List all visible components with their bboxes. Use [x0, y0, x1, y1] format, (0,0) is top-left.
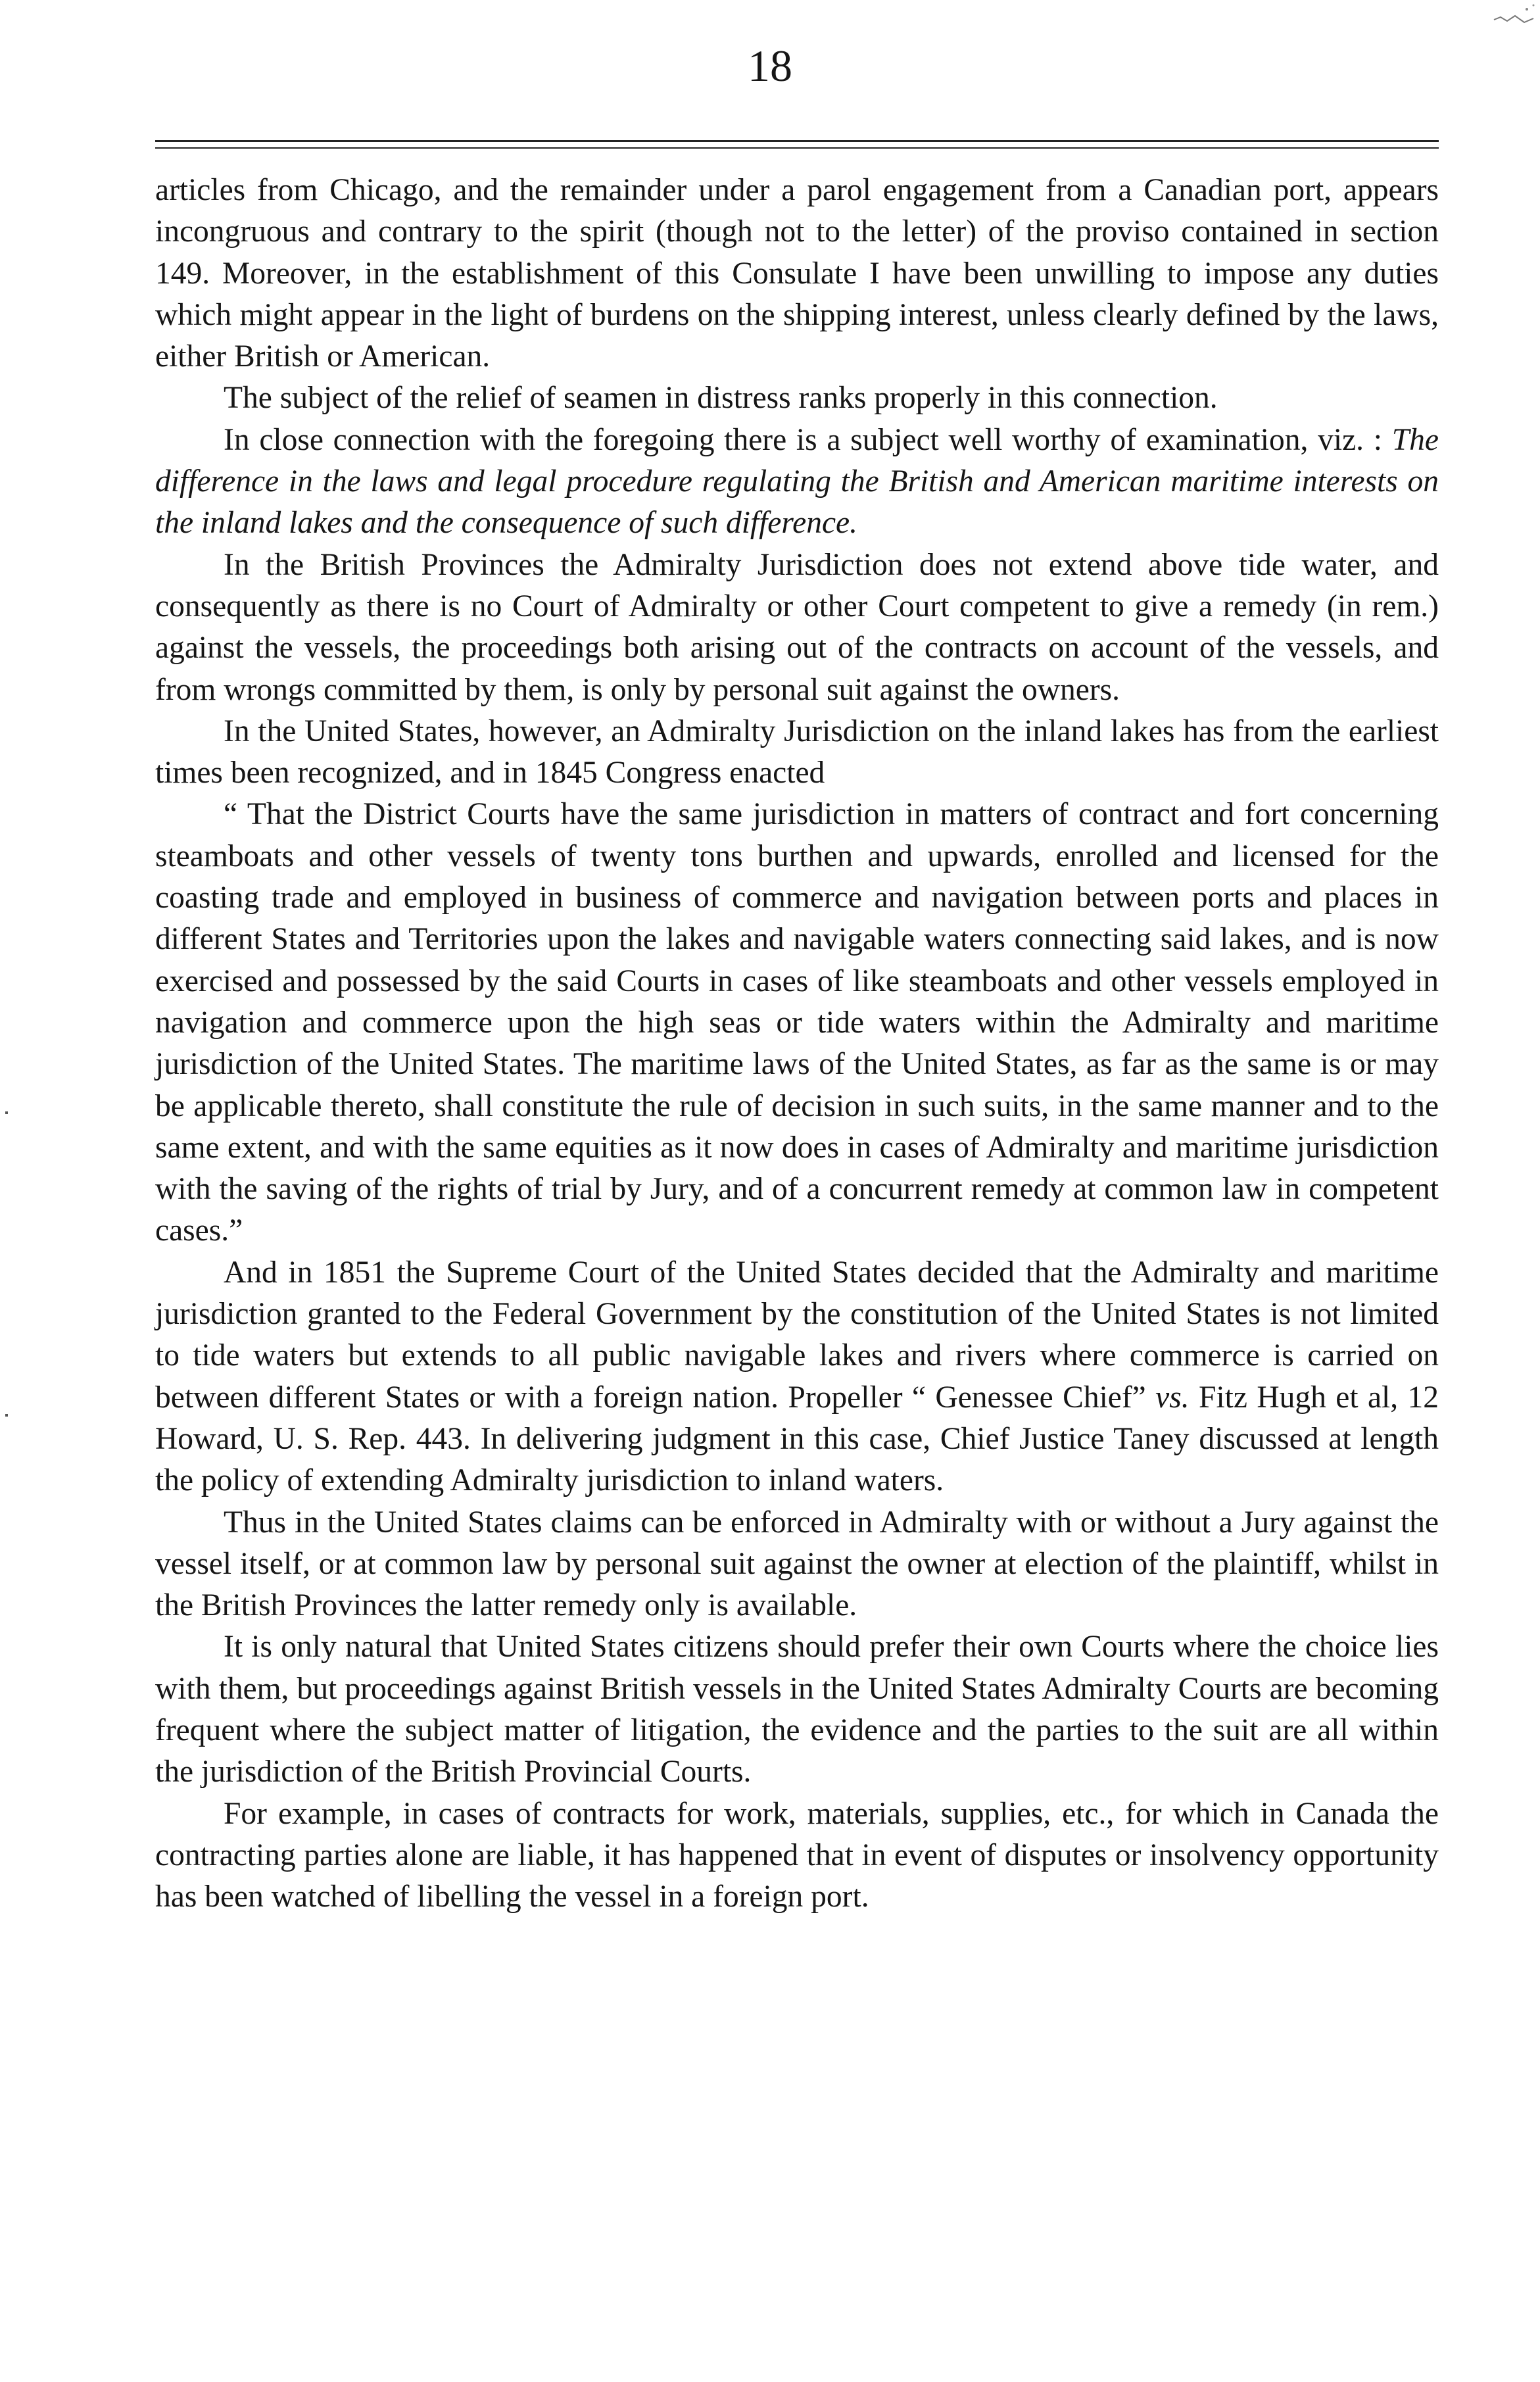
- paragraph-united-states: In the United States, however, an Admiralty Jurisdiction on the inland lakes has from the earliest times been recognized, and in 1845 Congress enacted: [155, 714, 1439, 790]
- body-text: [155, 170, 1439, 1918]
- header-rule-upper: [155, 140, 1439, 142]
- corner-scan-marks: [1487, 0, 1540, 59]
- margin-mark: [5, 1414, 8, 1417]
- paragraph-british-provinces: In the British Provinces the Admiralty Jurisdiction does not extend above tide water, and consequently as there is no Court of Admiralty or other Court competent to give a remedy (in rem.) against the vessels, the proceedings both arising out of the contracts on account of the vessels, and from wrongs committed by them, is only by personal suit against the owners.: [155, 547, 1439, 707]
- paragraph-only-natural: It is only natural that United States citizens should prefer their own Courts where the choice lies with them, but proceedings against British vessels in the United States Admiralty Courts are becoming frequent where the subject matter of litigation, the evidence and the parties to the suit are all within the jurisdiction of the British Provincial Courts.: [155, 1630, 1439, 1789]
- paragraph-continuation: articles from Chicago, and the remainder under a parol engagement from a Canadian port, appears incongruous and contrary to the spirit (though not to the letter) of the proviso contained in section 149. Moreover, in the establishment of this Consulate I have been unwilling to impose any duties which might appear in the light of burdens on the shipping interest, unless clearly defined by the laws, either British or American.: [155, 173, 1439, 374]
- paragraph-supreme-court-lead: And in 1851 the Supreme Court of the United States decided that the Admiralty and maritime jurisdiction granted to the Federal Government by the constitution of the United States is not limited to tide waters but extends to all public navigable lakes and rivers where commerce is carried on between different States or with a foreign nation. Propeller “ Genessee Chief”: [155, 1255, 1439, 1415]
- paragraph-supreme-court-tail: Fitz Hugh et al, 12 Howard, U. S. Rep. 443. In delivering judgment in this case, Chief Justice Taney discussed at length the policy of extending Admiralty jurisdiction to inland waters.: [155, 1380, 1439, 1498]
- margin-mark: [5, 1111, 8, 1114]
- paragraph-close-connection: [155, 420, 1439, 545]
- paragraph-for-example: For example, in cases of contracts for work, materials, supplies, etc., for which in Canada the contracting parties alone are liable, it has happened that in event of disputes or insolvency opportunity has been watched of libelling the vessel in a foreign port.: [155, 1796, 1439, 1914]
- page-number: 18: [748, 41, 792, 91]
- paragraph-close-connection-italic: The difference in the laws and legal procedure regulating the British and American maritime interests on the inland lakes and the consequence of such difference.: [155, 422, 1439, 541]
- paragraph-thus-in-us: Thus in the United States claims can be enforced in Admiralty with or without a Jury against the vessel itself, or at common law by personal suit against the owner at election of the plaintiff, whilst in the British Provinces the latter remedy only is available.: [155, 1505, 1439, 1623]
- paragraph-supreme-court-italic: vs.: [1155, 1380, 1190, 1415]
- paragraph-supreme-court: [155, 1252, 1439, 1502]
- paragraph-act-quotation: “ That the District Courts have the same jurisdiction in matters of contract and fort concerning steamboats and other vessels of twenty tons burthen and upwards, enrolled and licensed for the coasting trade and employed in business of commerce and navigation between ports and places in different States and Territories upon the lakes and navigable waters connecting said lakes, and is now exercised and possessed by the said Courts in cases of like steamboats and other vessels employed in navigation and commerce upon the high seas or tide waters within the Admiralty and maritime jurisdiction of the United States. The maritime laws of the United States, as far as the same is or may be applicable thereto, shall constitute the rule of decision in such suits, in the same manner and to the same extent, and with the same equities as it now does in cases of Admiralty and maritime jurisdiction with the saving of the rights of trial by Jury, and of a concurrent remedy at common law in competent cases.”: [155, 797, 1439, 1248]
- header-rule-lower: [155, 147, 1439, 149]
- paragraph-close-connection-lead: In close connection with the foregoing there is a subject well worthy of examination, viz. :: [224, 422, 1392, 457]
- paragraph-relief-of-seamen: The subject of the relief of seamen in distress ranks properly in this connection.: [224, 381, 1218, 416]
